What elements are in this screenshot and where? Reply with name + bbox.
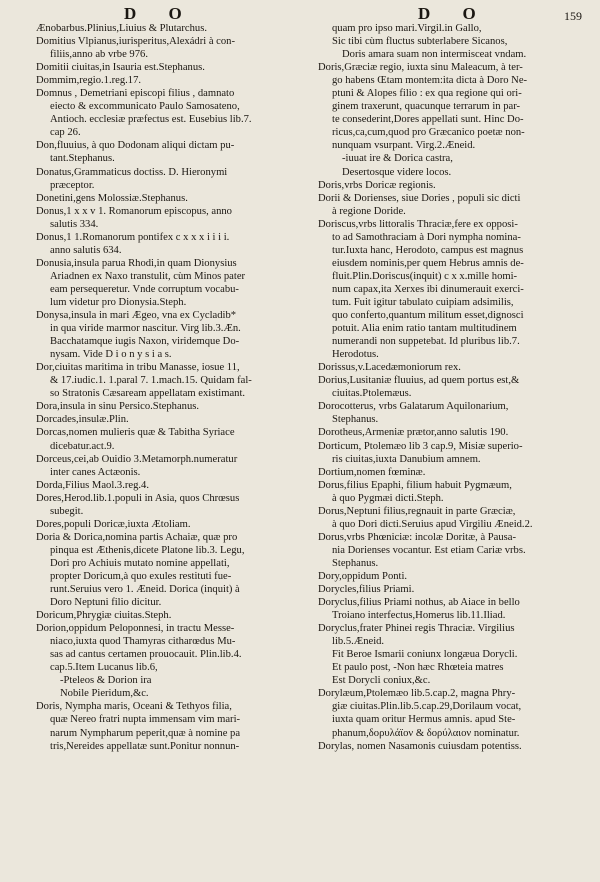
text-line: go habens Œtam montem:ita dicta à Doro Ne- [332, 75, 528, 87]
text-line: phanum,δορυλάϊον & δορύλαιον nominatur. [332, 727, 520, 739]
text-line: nunquam vsurpant. Virg.2.Æneid. [332, 140, 476, 152]
text-line: Ariadnen ex Naxo transtulit, cùm Minos pater [50, 270, 246, 282]
text-line: Dora,insula in sinu Persico.Stephanus. [36, 401, 200, 413]
text-line: -Pteleos & Dorion ira [60, 675, 152, 687]
text-line: Dommim,regio.1.reg.17. [36, 75, 142, 87]
running-head-left: D O [124, 4, 196, 23]
text-line: tris,Nereides appellatæ sunt.Ponitur nonnun- [50, 740, 240, 752]
text-line: tur.Iuxta hanc, Herodoto, campus est magnus [332, 244, 524, 256]
text-line: Dorticum, Ptolemæo lib 3 cap.9, Misiæ superio- [318, 440, 523, 452]
text-line: Doris amara suam non intermisceat vndam. [342, 49, 527, 61]
text-line: iuxta quam oritur Hermus amnis. apud Ste- [332, 714, 516, 726]
text-line: eam persequeretur. Vnde corruptum vocabu- [50, 283, 239, 295]
text-line: ris ciuitas,iuxta Danubium amnem. [332, 453, 481, 465]
text-line: Dorus,filius Epaphi, filium habuit Pygmæum, [318, 479, 512, 491]
text-line: Est Dorycli coniux,&c. [332, 675, 431, 687]
text-line: narum Nympharum peperit,quæ à nomine pa [50, 727, 241, 739]
text-line: Donus,1 1.Romanorum pontifex c x x x i i i i. [36, 231, 230, 243]
right-column [318, 22, 600, 753]
text-line: ptuni & Alopes filio : ex qua regione qui ori- [332, 88, 522, 100]
text-line: Dorissus,v.Lacedæmoniorum rex. [318, 362, 461, 374]
text-line: Dorotheus,Armeniæ prætor,anno salutis 190. [318, 427, 509, 439]
text-line: tum. Fuit igitur tabulato cuipiam adsimilis, [332, 296, 514, 308]
text-line: filiis,anno ab vrbe 976. [50, 49, 148, 61]
text-line: Doriscus,vrbs littoralis Thraciæ,fere ex opposi- [318, 218, 518, 230]
page-number: 159 [564, 9, 582, 23]
running-head-right: D O [418, 4, 490, 23]
text-line: niaco,iuxta quod Thamyras citharœdus Mu- [50, 636, 236, 648]
text-line: ricus,ca,cum,quod pro Græcanico poetæ non- [332, 127, 525, 139]
text-line: Antioch. ecclesiæ præfectus est. Eusebius lib.7. [50, 114, 252, 126]
text-line: Fit Beroe Ismarii coniunx longæua Dorycli. [332, 649, 518, 661]
text-line: à quo Dori dicti.Seruius apud Virgiliu Æneid.2. [332, 518, 533, 530]
text-line: Bacchatamque iugis Naxon, viridemque Do- [50, 336, 240, 348]
text-line: quam pro ipso mari.Virgil.in Gallo, [332, 23, 482, 34]
text-line: Donetini,gens Molossiæ.Stephanus. [36, 192, 188, 204]
text-line: Dorylas, nomen Nasamonis cuiusdam potentiss. [318, 740, 522, 752]
text-line: Dorcades,insulæ.Plin. [36, 414, 129, 426]
text-line: propter Doricum,à quo exules restituti fue- [50, 570, 232, 582]
text-line: tant.Stephanus. [50, 153, 115, 165]
text-line: Doris, Nympha maris, Oceani & Tethyos filia, [36, 701, 232, 713]
text-line: Dorylæum,Ptolemæo lib.5.cap.2, magna Phry- [318, 688, 516, 700]
text-line: Dortium,nomen fœminæ. [318, 466, 426, 478]
text-line: Dorus,vrbs Phœniciæ: incolæ Doritæ, à Pausa- [318, 531, 517, 543]
text-line: lum videtur pro Dionysia.Steph. [50, 296, 187, 308]
text-line: runt.Seruius vero 1. Æneid. Dorica (inquit) à [50, 584, 240, 596]
text-line: Dorus,Neptuni filius,regnauit in parte Græciæ, [318, 505, 516, 517]
text-line: inter canes Actæonis. [50, 466, 141, 478]
text-line: salutis 334. [50, 218, 99, 230]
text-line: numerandi non suppetebat. Id pluribus lib.7. [332, 336, 520, 348]
text-line: cap 26. [50, 127, 81, 139]
text-line: pinqua est Æthenis,dicete Platone lib.3. Legu, [50, 544, 245, 556]
text-line: Domitii ciuitas,in Isauria est.Stephanus. [36, 62, 205, 74]
text-line: subegit. [50, 505, 84, 517]
text-line: Et paulo post, -Non hæc Rhœteia matres [332, 662, 504, 674]
text-line: quo conferto,quantum militum esset,dignosci [332, 310, 524, 322]
text-line: à regione Doride. [332, 205, 406, 217]
text-line: Donatus,Grammaticus doctiss. D. Hieronymi [36, 166, 228, 178]
text-line: potuit. Alia enim ratio tantam multitudinem [332, 323, 517, 335]
text-line: Desertosque videre locos. [342, 166, 452, 178]
text-line: Dorda,Filius Maol.3.reg.4. [36, 479, 149, 491]
text-line: Dorocotterus, vrbs Galatarum Aquilonarium, [318, 401, 509, 413]
text-line: Don,fluuius, à quo Dodonam aliqui dictam pu- [36, 140, 235, 152]
text-line: Dores,populi Doricæ,iuxta Ætoliam. [36, 518, 191, 530]
left-column [36, 22, 318, 753]
text-line: Domitius Vlpianus,iurisperitus,Alexádri à con- [36, 36, 235, 48]
text-line: Doris,Græciæ regio, iuxta sinu Maleacum, à ter- [318, 62, 523, 74]
text-line: so Stratonis Cæsaream appellatam existimant. [50, 388, 246, 400]
text-line: Dorius,Lusitaniæ fluuius, ad quem portus est,& [318, 375, 520, 387]
text-line: anno salutis 634. [50, 244, 122, 256]
text-line: dicebatur.act.9. [50, 440, 115, 452]
text-line: eiecto & excommunicato Paulo Samosateno, [50, 101, 240, 113]
text-line: Dory,oppidum Ponti. [318, 570, 408, 582]
text-line: giæ ciuitas.Plin.lib.5.cap.29,Dorilaum vocat, [332, 701, 522, 713]
text-line: Dori pro Achiuis mutato nomine appellati, [50, 557, 230, 569]
text-line: nia Dorienses vocantur. Est etiam Cariæ vrbs. [332, 544, 526, 556]
text-line: Doryclus,filius Priami nothus, ab Aiace in bello [318, 597, 520, 609]
text-line: cap.5.Item Lucanus lib.6, [50, 662, 158, 674]
text-line: nysam. Vide D i o n y s i a s. [50, 349, 172, 361]
text-line: in qua viride marmor nascitur. Virg lib.3.Æn. [50, 323, 241, 335]
text-line: Dores,Herod.lib.1.populi in Asia, quos Chrœsus [36, 492, 240, 504]
text-line: eiusdem nominis,per quem Hebrus amnis de- [332, 257, 524, 269]
text-line: à quo Pygmæi dicti.Steph. [332, 492, 444, 504]
text-line: sas ad cantus certamen prouocauit. Plin.lib.4. [50, 649, 242, 661]
text-line: Dorcas,nomen mulieris quæ & Tabitha Syriace [36, 427, 235, 439]
text-line: Doria & Dorica,nomina partis Achaiæ, quæ pro [36, 531, 238, 543]
text-line: to ad Samothraciam à Dori nympha nomina- [332, 231, 521, 243]
text-line: Dor,ciuitas maritima in tribu Manasse, iosue 11, [36, 362, 240, 374]
text-line: quæ Nereo fratri nupta immensam vim mari- [50, 714, 241, 726]
text-line: te consederint,Dores appellati sunt. Hinc Do- [332, 114, 524, 126]
text-line: Doris,vrbs Doricæ regionis. [318, 179, 436, 191]
text-line: lib.5.Æneid. [332, 636, 385, 648]
text-line: fluit.Plin.Doriscus(inquit) c x x.mille homi- [332, 270, 518, 282]
text-line: Stephanus. [332, 557, 379, 569]
text-line: præceptor. [50, 179, 95, 191]
text-line: num capax,ita Xerxes ibi dinumerauit exerci- [332, 283, 524, 295]
text-line: Herodotus. [332, 349, 379, 361]
text-line: Sic tibi cùm fluctus subterlabere Sicanos, [332, 36, 508, 48]
text-line: Dorion,oppidum Peloponnesi, in tractu Messe- [36, 623, 235, 635]
text-line: Donusia,insula parua Rhodi,in quam Dionysius [36, 257, 237, 269]
text-line: Doryclus,frater Phinei regis Thraciæ. Virgilius [318, 623, 515, 635]
text-line: Dorycles,filius Priami. [318, 584, 415, 596]
text-line: Doro Neptuni filio dicitur. [50, 597, 162, 609]
text-line: Doricum,Phrygiæ ciuitas.Steph. [36, 610, 172, 622]
text-line: Donus,1 x x v 1. Romanorum episcopus, anno [36, 205, 232, 217]
text-line: Donysa,insula in mari Ægeo, vna ex Cycladib* [36, 310, 237, 322]
text-line: Dorii & Dorienses, siue Dories , populi sic dicti [318, 192, 521, 204]
text-line: & 17.iudic.1. 1.paral 7. 1.mach.15. Quidam fal- [50, 375, 252, 387]
text-line: Dorceus,cei,ab Ouidio 3.Metamorph.numeratur [36, 453, 238, 465]
text-line: Stephanus. [332, 414, 379, 426]
text-line: Domnus , Demetriani episcopi filius , damnato [36, 88, 235, 100]
text-line: -iuuat ire & Dorica castra, [342, 153, 453, 165]
text-line: Ænobarbus.Plinius,Liuius & Plutarchus. [36, 23, 207, 34]
text-line: Troiano interfectus,Homerus lib.11.Iliad. [332, 610, 506, 622]
text-line: ginem traxerunt, quacunque terrarum in par- [332, 101, 521, 113]
text-line: Nobile Pieridum,&c. [60, 688, 149, 700]
text-line: ciuitas.Ptolemæus. [332, 388, 412, 400]
